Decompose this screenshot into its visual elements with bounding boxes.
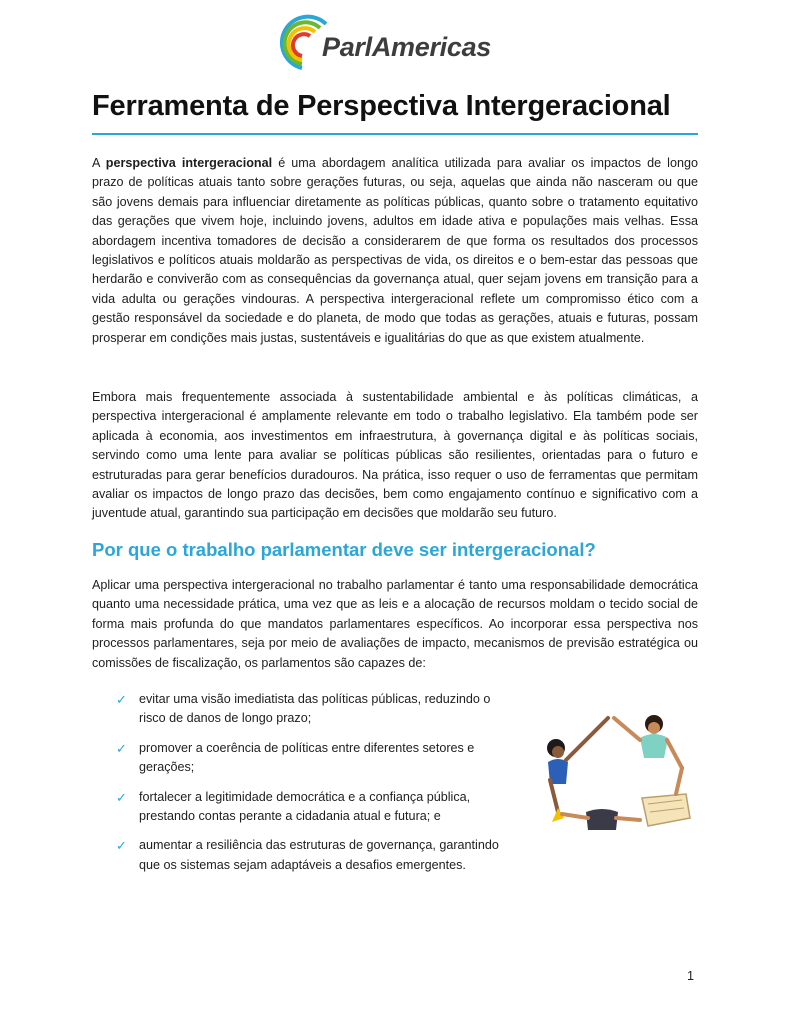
check-icon: ✓ [116,838,127,854]
check-icon: ✓ [116,740,127,756]
intro-body: é uma abordagem analítica utilizada para avaliar os impactos de longo prazo de políticas atuais tanto sobre gerações futuras, ou seja, aquelas que ainda não nasceram ou que são jovens demais para influenciar diretamente as políticas públicas, quanto sobre o tratamento equitativo das gerações que vivem hoje, incluindo jovens, adultos em idade ativa e populações mais velhas. Essa abordagem incentiva tomadores de decisão a considerarem de que forma os resultados dos processos legislativos e políticos atuais moldarão as perspectivas de vida, os direitos e o bem-estar das pessoas que herdarão e conviverão com as consequências da governança atual, quer sejam jovens em transição para a vida adulta ou gerações vindouras. A perspectiva intergeracional reflete um compromisso ético com a gestão responsável da sociedade e do planeta, de modo que todas as gerações, atuais e futuras, possam prosperar em condições mais justas, sustentáveis e igualitárias do que as que existem atualmente. [92,156,698,345]
section-heading: Por que o trabalho parlamentar deve ser intergeracional? [92,539,596,560]
check-icon: ✓ [116,692,127,707]
intro-bold-term: perspectiva intergeracional [105,156,273,170]
check-icon: ✓ [116,789,127,805]
paragraph-scope: Embora mais frequentemente associada à sustentabilidade ambiental e às políticas climáticas, a perspectiva intergeracional é amplamente relevante em todo o trabalho legislativo. Ela também pode ser aplicada à economia, aos investimentos em infraestrutura, à governança digital e às políticas sociais, servindo como uma lente para avaliar se políticas públicas são resilientes, orientadas para o futuro e estruturadas para gerar benefícios duradouros. Na prática, isso requer o uso de ferramentas que permitam avaliar os impactos de longo prazo das decisões, bem como engajamento contínuo e significativo com a juventude atual, garantindo sua participação em decisões que moldarão seu futuro. [92,390,698,521]
title-underline [92,133,698,135]
page-number: 1 [687,969,695,983]
document-title: Ferramenta de Perspectiva Intergeracional [92,90,671,122]
intro-paragraph [92,154,698,348]
benefits-checklist [116,690,514,885]
logo-wordmark: ParlAmericas [322,32,492,62]
intro-lead: A [92,156,106,170]
checklist-item: ✓ fortalecer a legitimidade democrática e a confiança pública, prestando contas perante a cidadania atual e futura; e [116,789,471,824]
parlamericas-logo [272,10,522,76]
checklist-item: ✓ promover a coerência de políticas entre diferentes setores e gerações; [116,740,475,775]
checklist-item: ✓ evitar uma visão imediatista das políticas públicas, reduzindo o risco de danos de longo prazo; [116,692,491,726]
paragraph-parliament: Aplicar uma perspectiva intergeracional no trabalho parlamentar é tanto uma responsabilidade democrática quanto uma necessidade prática, uma vez que as leis e a alocação de recursos moldam o tecido social de forma mais profunda do que mandatos parlamentares específicos. Ao incorporar essa perspectiva nos processos parlamentares, seja por meio de avaliações de impacto, mecanismos de previsão estratégica ou comissões de fiscalização, os parlamentos são capazes de: [92,578,698,670]
checklist-item: ✓ aumentar a resiliência das estruturas de governança, garantindo que os sistemas sejam adaptáveis a desafios emergentes. [116,838,499,872]
people-circle-illustration [536,708,696,836]
